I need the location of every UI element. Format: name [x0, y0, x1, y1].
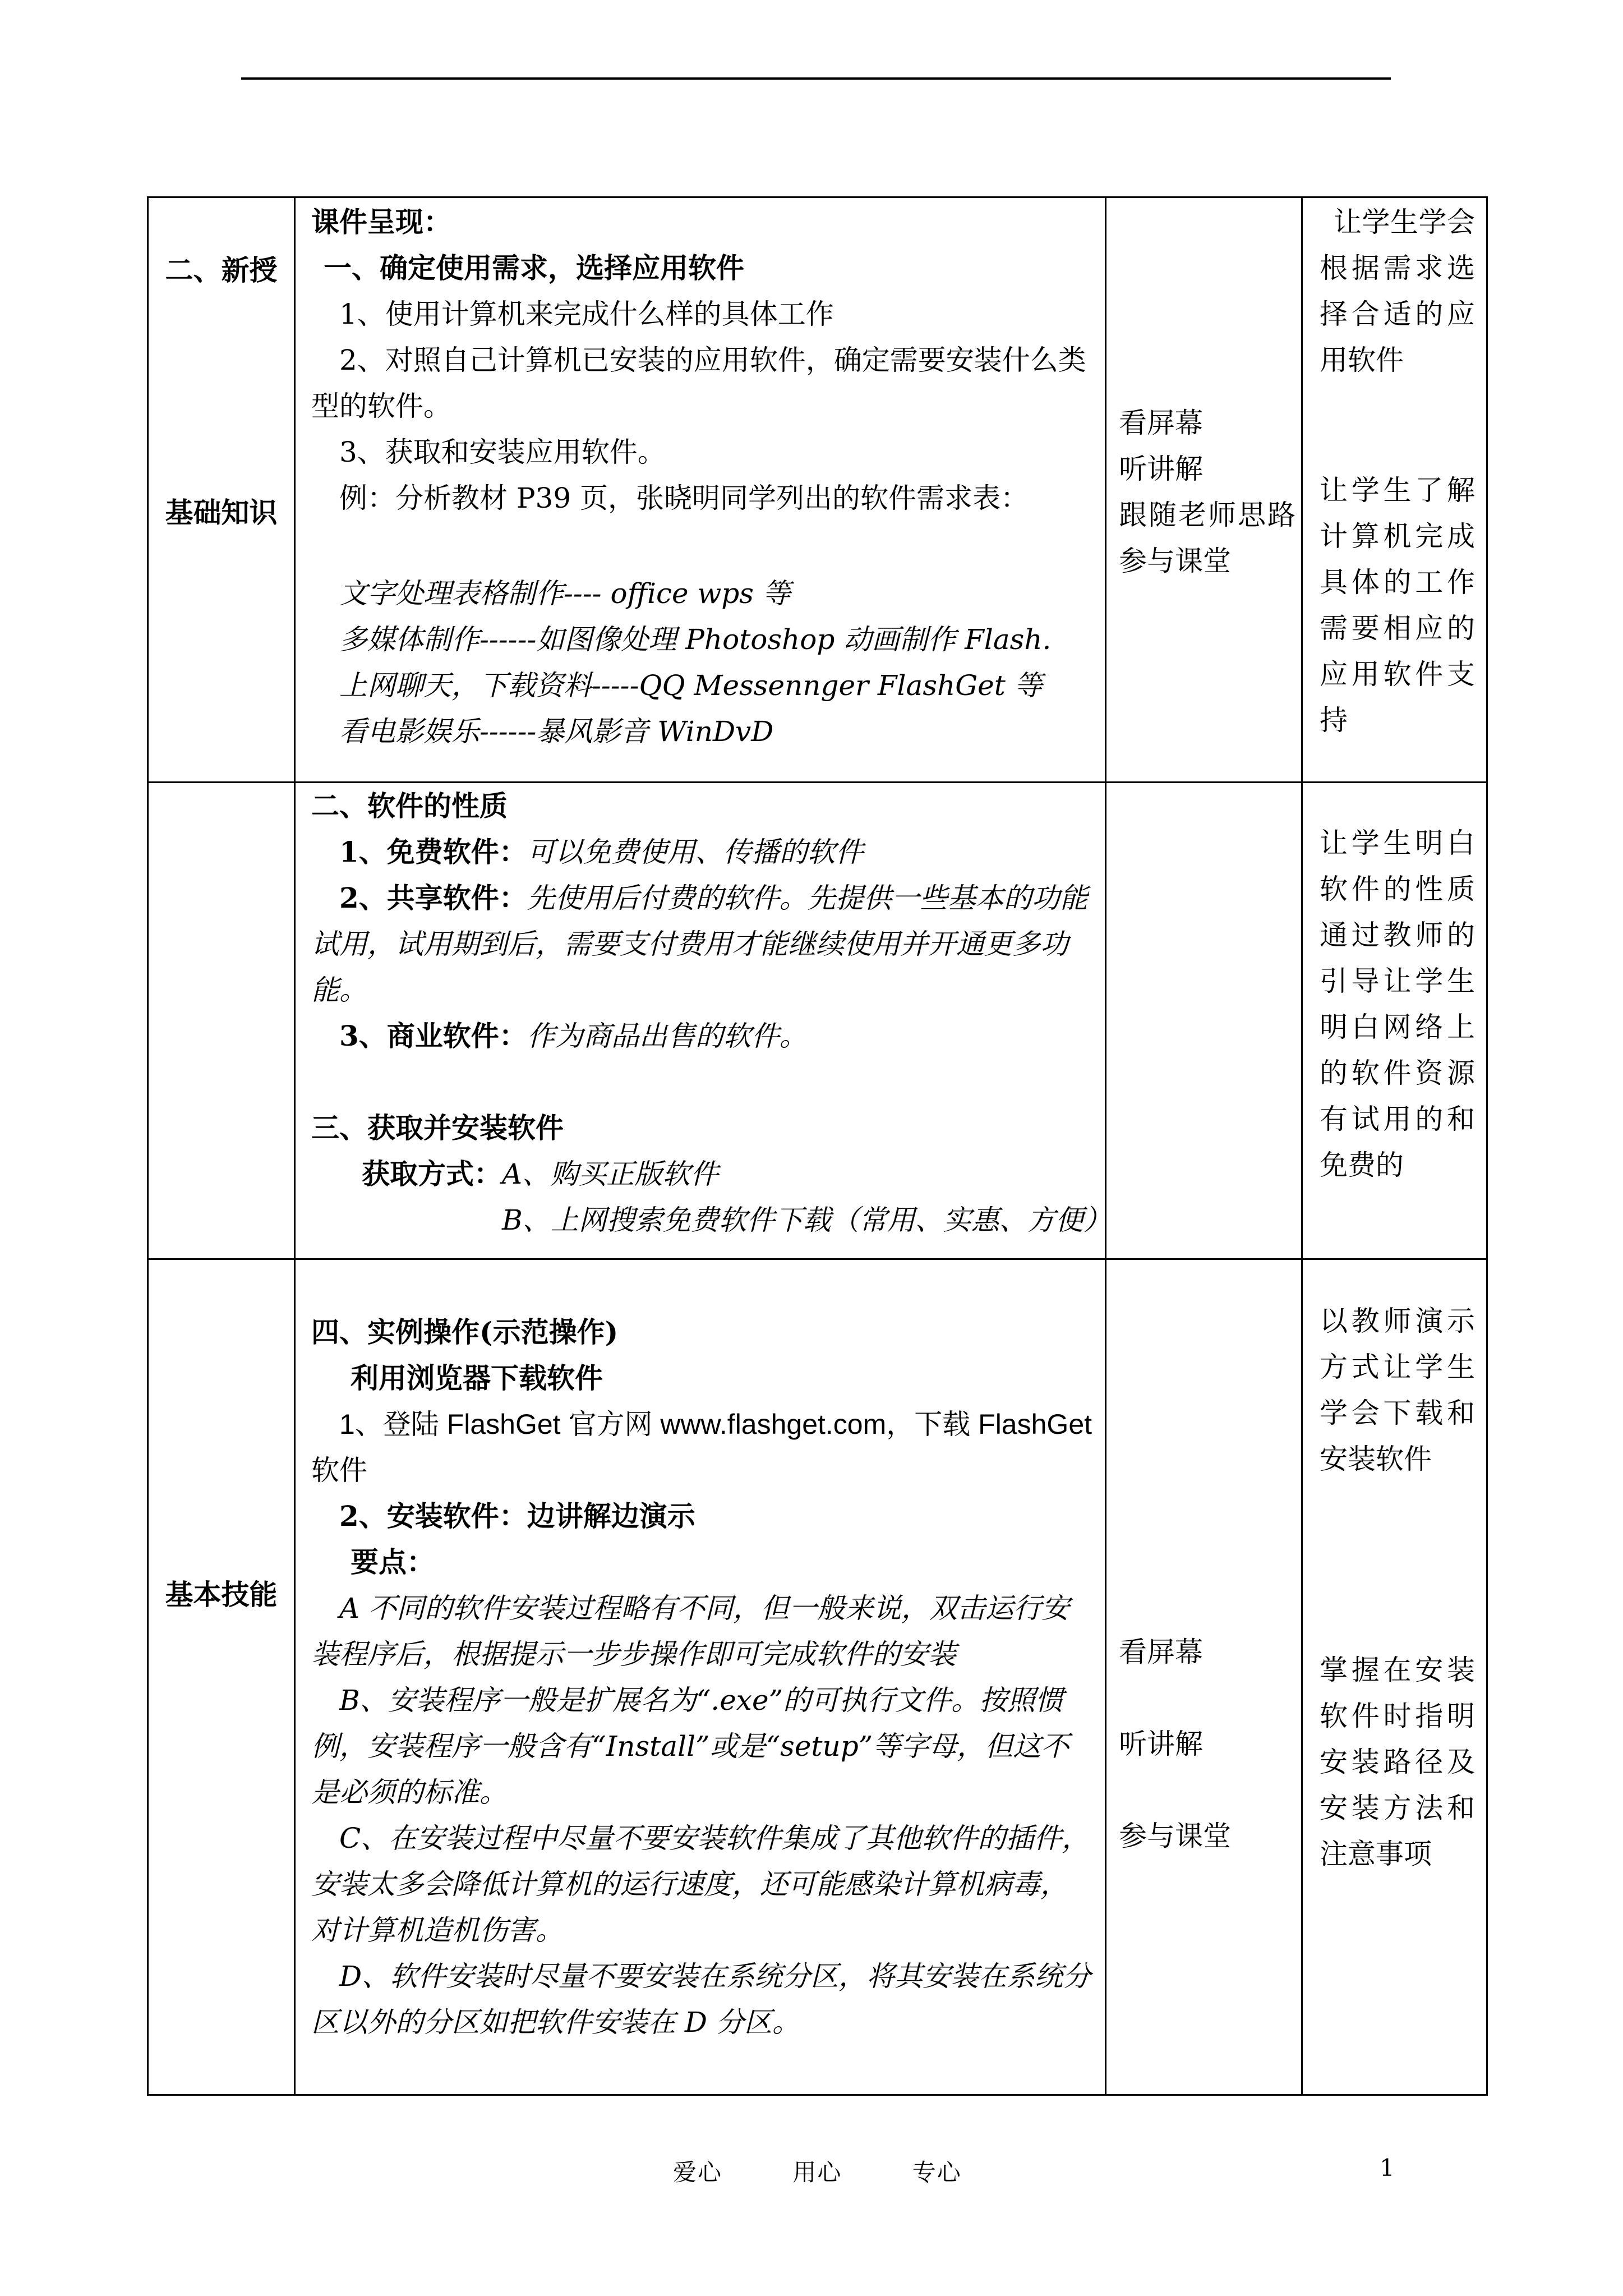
section-label-cell: [148, 1259, 295, 2095]
section-label-basic-knowledge: 基础知识: [165, 496, 278, 529]
activity-item: 听讲解: [1119, 1728, 1203, 1760]
section-label-basic-skills: 基本技能: [165, 1578, 278, 1611]
key-point: C、在安装过程中尽量不要安装软件集成了其他软件的插件，安装太多会降低计算机的运行速度，还可能感染计算机病毒，对计算机造机伤害。: [311, 1822, 1090, 1947]
activity-cell: [1106, 197, 1302, 783]
example-text: 例：分析教材 P39 页，张晓明同学列出的软件需求表：: [339, 482, 1029, 514]
teaching-goal: 让学生学会根据需求选择合适的应用软件: [1320, 206, 1475, 376]
software-need-item: 文字处理表格制作---- office wps 等: [339, 577, 791, 610]
activity-item: 看屏幕: [1119, 1636, 1203, 1668]
shareware-label: 2、共享软件：: [339, 881, 527, 914]
section-heading-demo: 四、实例操作(示范操作): [311, 1315, 619, 1349]
table-row-basic-skills: [148, 1259, 1487, 2095]
table-row-software-nature: [148, 783, 1487, 1259]
software-need-item: 看电影娱乐------暴风影音 WinDvD: [339, 715, 774, 748]
activity-cell: [1106, 1259, 1302, 2095]
activity-item: 参与课堂: [1119, 1820, 1231, 1852]
content-cell: [295, 783, 1112, 1259]
section-label-new-lesson: 二、新授: [165, 254, 278, 287]
teaching-goal: 让学生明白软件的性质通过教师的引导让学生明白网络上的软件资源有试用的和免费的: [1320, 827, 1475, 1181]
key-point: A 不同的软件安装过程略有不同，但一般来说，双击运行安装程序后，根据提示一步步操作即可完成软件的安装: [311, 1592, 1070, 1671]
goal-cell: [1302, 1259, 1487, 2095]
section-label-cell: [148, 783, 295, 1259]
acquire-option-a: A、购买正版软件: [502, 1158, 719, 1190]
software-need-item: 上网聊天，下载资料-----QQ Messennger FlashGet 等: [339, 669, 1043, 702]
key-points-label: 要点：: [351, 1545, 435, 1579]
footer-motto-word: 专心: [912, 2159, 962, 2186]
install-step: 2、安装软件：边讲解边演示: [339, 1499, 695, 1533]
commercial-software-text: 作为商品出售的软件。: [527, 1020, 808, 1052]
teaching-goal: 掌握在安装软件时指明安装路径及安装方法和注意事项: [1320, 1654, 1475, 1870]
footer-motto-word: 爱心: [673, 2159, 723, 2186]
teaching-goal: 让学生了解计算机完成具体的工作需要相应的应用软件支持: [1320, 474, 1475, 737]
header-rule: [241, 77, 1391, 80]
content-cell: [295, 197, 1106, 783]
teaching-goal: 以教师演示方式让学生学会下载和安装软件: [1320, 1305, 1475, 1475]
goal-cell: [1302, 197, 1487, 783]
browser-download-heading: 利用浏览器下载软件: [351, 1361, 603, 1395]
shareware-text: 先使用后付费的软件。先提供一些基本的功能试用，试用期到后，需要支付费用才能继续使用并开通更多功能。: [311, 882, 1088, 1006]
footer-motto: [673, 2154, 1023, 2188]
key-point: D、软件安装时尽量不要安装在系统分区，将其安装在系统分区以外的分区如把软件安装在 D 分区。: [311, 1960, 1091, 2039]
acquire-method-label: 获取方式：: [362, 1157, 502, 1190]
activity-item: 看屏幕: [1119, 407, 1203, 439]
content-cell: [295, 1259, 1106, 2095]
list-item: 1、使用计算机来完成什么样的具体工作: [339, 298, 834, 330]
key-point: B、安装程序一般是扩展名为“.exe”的可执行文件。按照惯例，安装程序一般含有“Install”或是“setup”等字母，但这不是必须的标准。: [311, 1684, 1069, 1809]
software-need-item: 多媒体制作------如图像处理 Photoshop 动画制作 Flash.: [339, 623, 1052, 656]
section-heading-acquire: 三、获取并安装软件: [311, 1111, 564, 1144]
section-heading-nature: 二、软件的性质: [311, 789, 508, 822]
section-heading-needs: 一、确定使用需求，选择应用软件: [324, 251, 744, 284]
free-software-text: 可以免费使用、传播的软件: [527, 836, 864, 868]
download-step: 1、登陆 FlashGet 官方网 www.flashget.com，下载 FlashGet 软件: [311, 1409, 1092, 1486]
acquire-option-b: B、上网搜索免费软件下载（常用、实惠、方便）: [502, 1204, 1112, 1236]
page-number: 1: [1380, 2154, 1395, 2182]
activity-item: 听讲解: [1119, 453, 1203, 485]
activity-cell: [1106, 783, 1302, 1259]
list-item: 2、对照自己计算机已安装的应用软件，确定需要安装什么类型的软件。: [311, 344, 1086, 422]
list-item: 3、获取和安装应用软件。: [339, 436, 666, 468]
section-label-cell: [148, 197, 295, 783]
lesson-plan-table: [147, 196, 1488, 2096]
goal-cell: [1302, 783, 1487, 1259]
table-row-new-lesson: [148, 197, 1487, 783]
activity-item: 跟随老师思路参与课堂: [1119, 499, 1295, 577]
commercial-software-label: 3、商业软件：: [339, 1019, 527, 1052]
courseware-heading: 课件呈现：: [311, 205, 451, 238]
free-software-label: 1、免费软件：: [339, 835, 527, 868]
footer-motto-word: 用心: [792, 2159, 842, 2186]
